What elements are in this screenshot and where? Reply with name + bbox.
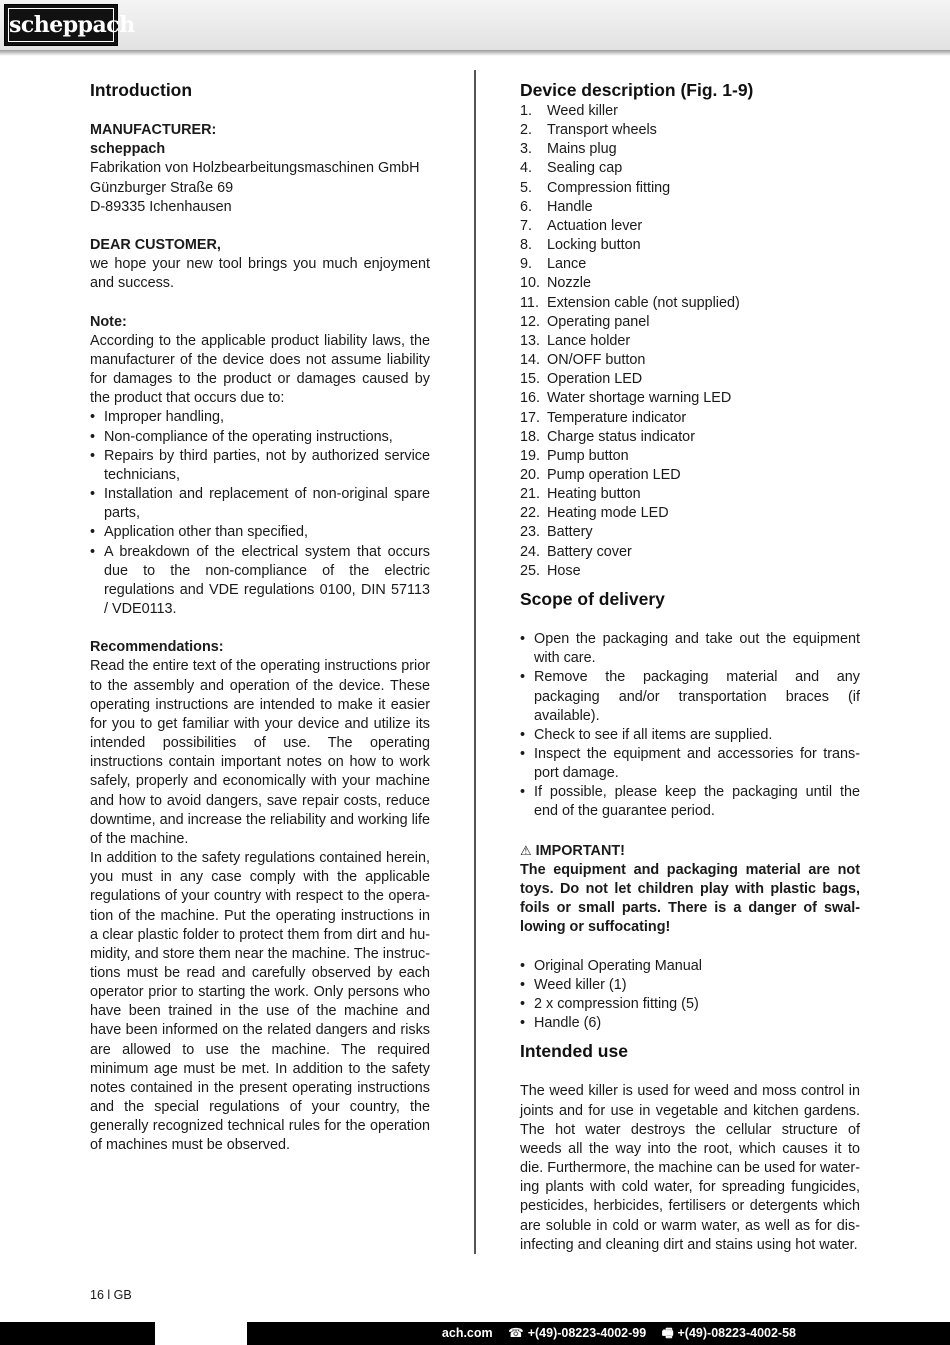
- right-column: [520, 78, 860, 1255]
- footer-contact: [430, 1322, 796, 1345]
- device-part-item: [520, 159, 860, 178]
- device-part-label: Battery cover: [547, 543, 632, 560]
- device-part-label: Lance holder: [547, 332, 631, 349]
- device-part-item: [520, 121, 860, 140]
- device-part-number: 2.: [520, 122, 533, 139]
- device-part-number: 20.: [520, 466, 541, 483]
- list-item: • Handle (6): [520, 1014, 860, 1033]
- column-divider: [474, 70, 476, 1254]
- brand-logo-text: scheppach: [8, 8, 114, 42]
- manufacturer-name: scheppach: [90, 141, 166, 158]
- device-part-number: 13.: [520, 332, 541, 349]
- header-bar: [0, 0, 950, 50]
- device-part-label: Actuation lever: [547, 217, 643, 234]
- device-part-number: 19.: [520, 447, 541, 464]
- list-item: • Installation and replacement of non-original spare parts,: [90, 485, 430, 523]
- device-part-label: Locking button: [547, 237, 641, 254]
- device-part-item: [520, 428, 860, 447]
- fax-number: +(49)-08223-4002-58: [677, 1326, 796, 1340]
- device-part-label: Extension cable (not supplied): [547, 294, 740, 311]
- footer-bar: [0, 1322, 950, 1345]
- dear-customer-label: DEAR CUSTOMER,: [90, 237, 221, 254]
- list-item: • Inspect the equipment and accessories for transport damage.: [520, 745, 860, 783]
- device-part-item: [520, 504, 860, 523]
- device-part-item: [520, 523, 860, 542]
- address-line: Günzburger Straße 69: [90, 179, 234, 196]
- device-part-item: [520, 447, 860, 466]
- dear-customer-text: we hope your new tool brings you much enjoyment and success.: [90, 256, 430, 292]
- phone-icon: ☎: [508, 1326, 524, 1340]
- device-part-number: 6.: [520, 198, 533, 215]
- list-item: • Application other than specified,: [90, 523, 430, 542]
- list-item: • 2 x compression fitting (5): [520, 995, 860, 1014]
- brand-logo: [4, 4, 135, 46]
- address-line: D-89335 Ichenhausen: [90, 198, 232, 215]
- device-part-label: Weed killer: [547, 103, 618, 119]
- device-part-label: Handle: [547, 198, 593, 215]
- device-part-label: Water shortage warning LED: [547, 390, 732, 407]
- device-part-number: 15.: [520, 371, 541, 388]
- header-shadow: [0, 50, 950, 56]
- device-part-label: Compression fitting: [547, 179, 671, 196]
- website-link[interactable]: ach.com: [441, 1326, 493, 1340]
- address-line: Fabrikation von Holzbearbeitungsmaschinen GmbH: [90, 160, 420, 177]
- device-part-number: 25.: [520, 562, 541, 579]
- device-part-item: [520, 409, 860, 428]
- device-part-label: Charge status indicator: [547, 428, 695, 445]
- device-part-number: 9.: [520, 256, 533, 273]
- device-part-item: [520, 485, 860, 504]
- device-part-item: [520, 236, 860, 255]
- device-part-label: ON/OFF button: [547, 352, 646, 369]
- device-part-label: Operating panel: [547, 313, 650, 330]
- device-part-number: 16.: [520, 390, 541, 407]
- device-part-label: Operation LED: [547, 371, 643, 388]
- note-text: According to the applicable product liability laws, the manufacturer of the device does not assume liability for damages to the product or damages caused by the product that occurs due to:: [90, 332, 430, 407]
- unpacking-list: [520, 630, 860, 822]
- device-part-item: [520, 466, 860, 485]
- list-item: • Non-compliance of the operating instructions,: [90, 428, 430, 447]
- device-part-label: Transport wheels: [547, 122, 657, 139]
- device-part-number: 1.: [520, 103, 533, 119]
- device-part-label: Sealing cap: [547, 160, 623, 177]
- delivery-contents-list: [520, 957, 860, 1034]
- device-part-number: 10.: [520, 275, 541, 292]
- recommendations-text: Read the entire text of the operating instructions prior to the assembly and operation of the device. These operating instructions are intended to make it easier for you to get familiar with your device and utilize its intended possibilities of use. The operating instructions contain important notes on how to work safely, properly and economically with your machine and how to avoid dangers, save repair costs, reduce downtime, and increase the reliability and working life of the machine.: [90, 658, 430, 847]
- device-part-item: [520, 389, 860, 408]
- liability-list: [90, 408, 430, 619]
- device-part-label: Lance: [547, 256, 587, 273]
- device-part-number: 3.: [520, 141, 533, 158]
- device-part-label: Mains plug: [547, 141, 617, 158]
- intended-use-heading: Intended use: [520, 1041, 628, 1062]
- device-parts-list: [520, 102, 860, 581]
- note-label: Note:: [90, 313, 127, 330]
- device-part-label: Nozzle: [547, 275, 591, 292]
- important-label: ⚠ IMPORTANT!: [520, 842, 625, 859]
- device-part-number: 12.: [520, 313, 541, 330]
- device-part-label: Pump operation LED: [547, 466, 681, 483]
- device-part-item: [520, 543, 860, 562]
- list-item: • Repairs by third parties, not by authorized service technicians,: [90, 447, 430, 485]
- important-text: The equipment and packaging material are not toys. Do not let children play with plastic bags, foils or small parts. There is a danger of swallowing or suffocating!: [520, 861, 860, 936]
- device-description-heading: Device description (Fig. 1-9): [520, 80, 754, 100]
- list-item: • Weed killer (1): [520, 976, 860, 995]
- device-part-item: [520, 198, 860, 217]
- list-item: • Improper handling,: [90, 408, 430, 427]
- device-part-number: 8.: [520, 237, 533, 254]
- device-part-item: [520, 140, 860, 159]
- introduction-heading: Introduction: [90, 80, 193, 100]
- device-part-item: [520, 274, 860, 293]
- device-part-item: [520, 332, 860, 351]
- device-part-number: 21.: [520, 486, 541, 503]
- device-part-label: Temperature indicator: [547, 409, 687, 426]
- scope-of-delivery-heading: Scope of delivery: [520, 588, 665, 609]
- device-part-label: Battery: [547, 524, 593, 541]
- device-part-label: Heating mode LED: [547, 505, 669, 522]
- list-item: • A breakdown of the electrical system that occurs due to the non-compliance of the electric regulations and VDE regulations 0100, DIN 57113 / VDE0113.: [90, 543, 430, 620]
- device-part-item: [520, 179, 860, 198]
- device-part-item: [520, 370, 860, 389]
- device-part-number: 17.: [520, 409, 541, 426]
- list-item: • Original Operating Manual: [520, 957, 860, 976]
- device-part-number: 22.: [520, 505, 541, 522]
- fax-icon: 🖷: [661, 1326, 674, 1340]
- warning-icon: ⚠: [520, 842, 532, 858]
- list-item: • Check to see if all items are supplied.: [520, 726, 860, 745]
- device-part-label: Heating button: [547, 486, 641, 503]
- device-part-number: 18.: [520, 428, 541, 445]
- device-part-item: [520, 562, 860, 581]
- device-part-number: 23.: [520, 524, 541, 541]
- device-part-item: [520, 217, 860, 236]
- safety-regulations-text: In addition to the safety regulations contained herein, you must in any case comply with the applicable regulations of your country with respect to the operation of the machine. Put the operating instructions in a clear plastic folder to protect them from dirt and humidity, and store them near the machine. The instructions must be read and carefully observed by each operator prior to starting the work. Only persons who have been trained in the use of the machine and have been informed on the related dangers and risks are allowed to use the machine. The required minimum age must be met. In addition to the safety notes contained in the present operating instructions and the special regulations of your country, the generally recognized technical rules for the operation of machines must be observed.: [90, 850, 430, 1154]
- device-part-number: 4.: [520, 160, 533, 177]
- device-part-number: 14.: [520, 352, 541, 369]
- footer-gap: [155, 1322, 247, 1345]
- device-part-item: [520, 255, 860, 274]
- device-part-number: 5.: [520, 179, 533, 196]
- device-part-number: 24.: [520, 543, 541, 560]
- device-part-item: [520, 102, 860, 121]
- recommendations-label: Recommendations:: [90, 639, 224, 656]
- manufacturer-label: MANUFACTURER:: [90, 122, 217, 139]
- device-part-item: [520, 351, 860, 370]
- device-part-label: Pump button: [547, 447, 629, 464]
- device-part-number: 7.: [520, 217, 533, 234]
- intended-use-text: The weed killer is used for weed and moss control in joints and for use in vegetable and kitchen gardens. The hot water destroys the cellular structure of weeds all the way into the root, which causes it to die. Furthermore, the machine can be used for watering plants with cold water, for spreading fungicides, pesticides, herbicides, fertilisers or detergents which are soluble in cold or warm water, as well as for disinfecting and cleaning dirt and stains using hot water.: [520, 1083, 860, 1253]
- list-item: • Remove the packaging material and any packaging and/or transportation braces (if available).: [520, 668, 860, 725]
- page-number: 16 l GB: [90, 1288, 132, 1302]
- list-item: • If possible, please keep the packaging until the end of the guarantee period.: [520, 783, 860, 821]
- list-item: • Open the packaging and take out the equipment with care.: [520, 630, 860, 668]
- device-part-item: [520, 313, 860, 332]
- device-part-label: Hose: [547, 562, 581, 579]
- device-part-item: [520, 294, 860, 313]
- left-column: [90, 78, 430, 1156]
- device-part-number: 11.: [520, 294, 539, 311]
- phone-number: +(49)-08223-4002-99: [527, 1326, 647, 1340]
